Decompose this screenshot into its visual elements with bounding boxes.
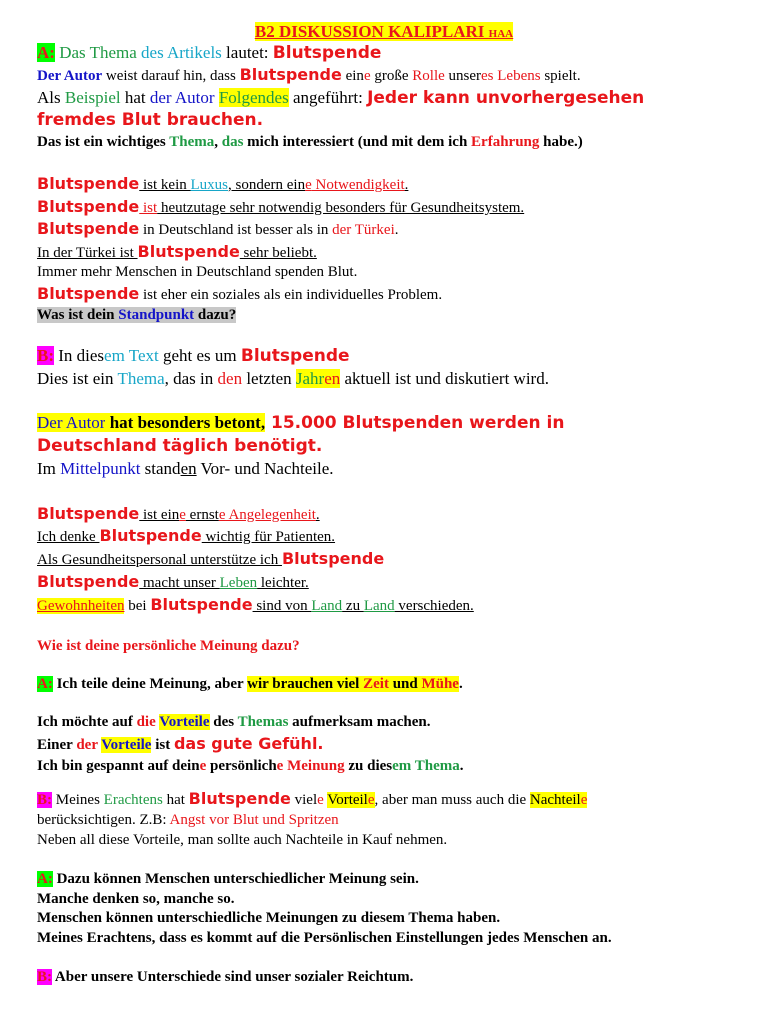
text: Jahr (295, 369, 325, 388)
text: hat (162, 792, 189, 808)
text: Angelegenheit (225, 507, 316, 523)
text: wichtig für Patienten. (201, 529, 336, 545)
keyword-blutspende: Blutspende (37, 174, 140, 193)
text: stand (140, 459, 181, 478)
text: Leben (219, 575, 258, 591)
keyword-blutspende: Blutspende (99, 526, 202, 545)
s5-line-5 (37, 596, 474, 615)
keyword-blutspende: Blutspende (239, 65, 342, 84)
s8-line-3 (37, 831, 447, 849)
text: bei (124, 598, 151, 614)
text: Angst vor Blut und Spritzen (169, 812, 339, 828)
s5-line-2 (37, 527, 335, 546)
text: . (458, 676, 463, 692)
s2-line-7 (37, 306, 236, 324)
text: . (404, 177, 409, 193)
text: Ich möchte auf (37, 714, 137, 730)
text: Als Gesundheitspersonal unterstütze ich (37, 552, 282, 568)
text: ein (341, 68, 364, 84)
text: viel (290, 792, 318, 808)
keyword-blutspende: Blutspende (37, 197, 140, 216)
s10-line-1 (37, 968, 413, 986)
s8-line-1 (37, 790, 587, 809)
text: berücksichtigen. Z.B: (37, 812, 170, 828)
text: . (315, 507, 320, 523)
s1-line-2 (37, 66, 581, 85)
title-text: B2 DISKUSSION KALIPLARI (254, 22, 485, 41)
text: letzten (242, 369, 296, 388)
text: ernst (185, 507, 219, 523)
text: des Artikels (141, 43, 222, 62)
text: Nachteil (529, 792, 581, 808)
text: e (363, 68, 371, 84)
s4-line-3 (37, 459, 334, 479)
text: Was ist dein (37, 307, 119, 323)
text: e (179, 507, 186, 523)
s9-line-2 (37, 890, 235, 908)
text: leichter. (257, 575, 309, 591)
s9-line-1 (37, 870, 419, 888)
text: Erachtens (103, 792, 163, 808)
text: en (324, 369, 341, 388)
text: Folgendes (218, 88, 289, 107)
text: den (217, 369, 243, 388)
text: Jeder kann unvorhergesehen (367, 88, 645, 108)
text: . (459, 758, 464, 774)
s5-line-3 (37, 550, 384, 569)
text: 15.000 Blutspenden werden in (265, 413, 565, 433)
s5-line-4 (37, 573, 309, 592)
text: Aber unsere Unterschiede sind unser sozialer Reichtum. (52, 969, 414, 985)
text: Im (37, 459, 61, 478)
keyword-blutspende: Blutspende (137, 242, 240, 261)
text: Land (311, 598, 343, 614)
s7-line-1 (37, 713, 431, 731)
text: Standpunkt (118, 307, 195, 323)
text: geht es um (158, 346, 241, 365)
keyword-blutspende: Blutspende (188, 789, 291, 808)
text: , das in (164, 369, 218, 388)
text: Gewohnheiten (37, 598, 125, 614)
text: Immer mehr Menschen in Deutschland spenden Blut. (37, 264, 358, 280)
text: verschieden. (394, 598, 474, 614)
text: Vorteile (159, 714, 210, 730)
text: Der Autor (37, 68, 103, 84)
text: zu dies (344, 758, 393, 774)
text: habe.) (539, 134, 583, 150)
speaker-label-b: B: (37, 792, 52, 808)
speaker-label-b: B: (37, 969, 52, 985)
text: und (388, 676, 422, 692)
text: des (209, 714, 238, 730)
text: Thema (117, 369, 165, 388)
keyword-blutspende: Blutspende (37, 284, 140, 303)
s9-line-3 (37, 909, 500, 927)
text: spielt. (540, 68, 581, 84)
text: In dies (54, 346, 105, 365)
text: Das Thema (59, 43, 142, 62)
text: Meines (52, 792, 104, 808)
text: Erfahrung (471, 134, 540, 150)
text: , sondern ein (228, 177, 306, 193)
s1-line-3 (37, 88, 644, 108)
s2-line-5 (37, 263, 357, 281)
question-line (37, 637, 300, 655)
text: macht unser (139, 575, 220, 591)
text: Themas (237, 714, 289, 730)
text: mich interessiert (und mit dem ich (243, 134, 472, 150)
text: fremdes Blut brauchen. (37, 110, 264, 130)
text: e (218, 507, 226, 523)
text: große (370, 68, 409, 84)
s3-line-1 (37, 346, 350, 366)
text: Land (363, 598, 395, 614)
text: Beispiel (64, 88, 121, 107)
keyword-blutspende: Blutspende (272, 43, 382, 63)
speaker-label-b: B: (37, 346, 54, 365)
text: Als (37, 88, 65, 107)
text: Mittelpunkt (60, 459, 141, 478)
text: Dies ist ein (37, 369, 118, 388)
text: ist (151, 737, 174, 753)
s7-line-2 (37, 735, 324, 754)
text: Meinung (283, 758, 345, 774)
text: Lebens (497, 68, 541, 84)
text: aktuell ist und diskutiert wird. (340, 369, 549, 388)
text: e (276, 758, 284, 774)
text: die (136, 714, 156, 730)
s2-line-4 (37, 243, 317, 262)
s1-line-4 (37, 110, 263, 130)
text: zu (342, 598, 364, 614)
text: Ich bin gespannt auf dein (37, 758, 200, 774)
text: Der Autor (37, 413, 106, 432)
text: es (481, 68, 498, 84)
s4-line-1 (37, 413, 564, 433)
text: ist eher ein soziales als ein individuelles Problem. (139, 287, 443, 303)
text: Ich denke (37, 529, 100, 545)
text: das (221, 134, 244, 150)
text: unser (444, 68, 482, 84)
text: e (367, 792, 375, 808)
text: Meines Erachtens, dass es kommt auf die Persönlischen Einstellungen jedes Menschen an. (37, 930, 612, 946)
text: persönlich (206, 758, 277, 774)
text: weist darauf hin, dass (102, 68, 240, 84)
keyword-blutspende: Blutspende (37, 572, 140, 591)
text: dazu? (194, 307, 237, 323)
text: Thema (169, 134, 215, 150)
keyword-blutspende: Blutspende (240, 346, 350, 366)
s9-line-4 (37, 929, 612, 947)
text: Zeit (363, 676, 389, 692)
speaker-label-a: A: (37, 43, 55, 62)
text: hat (120, 88, 150, 107)
text: , (214, 134, 222, 150)
text: , aber man muss auch die (374, 792, 530, 808)
text: Rolle (408, 68, 445, 84)
text: in Deutschland ist besser als in (139, 222, 333, 238)
text: Wie ist deine persönliche Meinung dazu? (37, 638, 300, 654)
text: der Türkei (332, 222, 395, 238)
text: Vor- und Nachteile. (196, 459, 334, 478)
text: der Autor (149, 88, 215, 107)
text: Einer (37, 737, 77, 753)
s8-line-2 (37, 811, 339, 829)
s2-line-2 (37, 198, 524, 217)
s1-line-5 (37, 133, 583, 151)
text: em Text (104, 346, 159, 365)
text: e (199, 758, 207, 774)
text: aufmerksam machen. (288, 714, 431, 730)
text: Ich teile deine Meinung, aber (52, 676, 248, 692)
text: Luxus (190, 177, 228, 193)
s7-line-3 (37, 757, 464, 775)
text: Das ist ein wichtiges (37, 134, 170, 150)
text: e (305, 177, 312, 193)
text: ist ein (139, 507, 180, 523)
text: das gute Gefühl. (173, 734, 324, 753)
text: Notwendigkeit (311, 177, 405, 193)
text: en (180, 459, 197, 478)
text: sehr beliebt. (239, 245, 317, 261)
text: . (394, 222, 399, 238)
text: ist (139, 200, 158, 216)
text: e (317, 792, 324, 808)
s4-line-2 (37, 436, 322, 456)
s1-line-1 (37, 43, 381, 63)
text: Manche denken so, manche so. (37, 891, 235, 907)
keyword-blutspende: Blutspende (281, 549, 385, 568)
speaker-label-a: A: (37, 871, 53, 887)
speaker-label-a: A: (37, 676, 53, 692)
text: wir brauchen viel (247, 676, 364, 692)
document-title (0, 22, 768, 44)
text: sind von (252, 598, 312, 614)
text: Dazu können Menschen unterschiedlicher Meinung sein. (52, 871, 419, 887)
text: e (580, 792, 588, 808)
s2-line-1 (37, 175, 408, 194)
text: ist kein (139, 177, 191, 193)
text: Deutschland täglich benötigt. (37, 436, 323, 456)
s2-line-6 (37, 285, 442, 304)
keyword-blutspende: Blutspende (150, 595, 253, 614)
text: Vorteil (327, 792, 368, 808)
text: In der Türkei ist (37, 245, 138, 261)
keyword-blutspende: Blutspende (37, 504, 140, 523)
text: der (76, 737, 98, 753)
s5-line-1 (37, 505, 320, 524)
text: heutzutage sehr notwendig besonders für Gesundheitsystem. (157, 200, 525, 216)
text: em Thema (392, 758, 460, 774)
s3-line-2 (37, 369, 549, 389)
text: angeführt: (288, 88, 368, 107)
text: Menschen können unterschiedliche Meinungen zu diesem Thema haben. (37, 910, 501, 926)
s6-line-1 (37, 675, 463, 693)
keyword-blutspende: Blutspende (37, 219, 140, 238)
text: lautet: (221, 43, 273, 62)
s2-line-3 (37, 220, 399, 239)
text: Neben all diese Vorteile, man sollte auch Nachteile in Kauf nehmen. (37, 832, 448, 848)
text: Mühe (421, 676, 459, 692)
text: hat besonders betont, (105, 413, 266, 432)
text: Vorteile (101, 737, 152, 753)
title-suffix: HAA (488, 28, 514, 40)
